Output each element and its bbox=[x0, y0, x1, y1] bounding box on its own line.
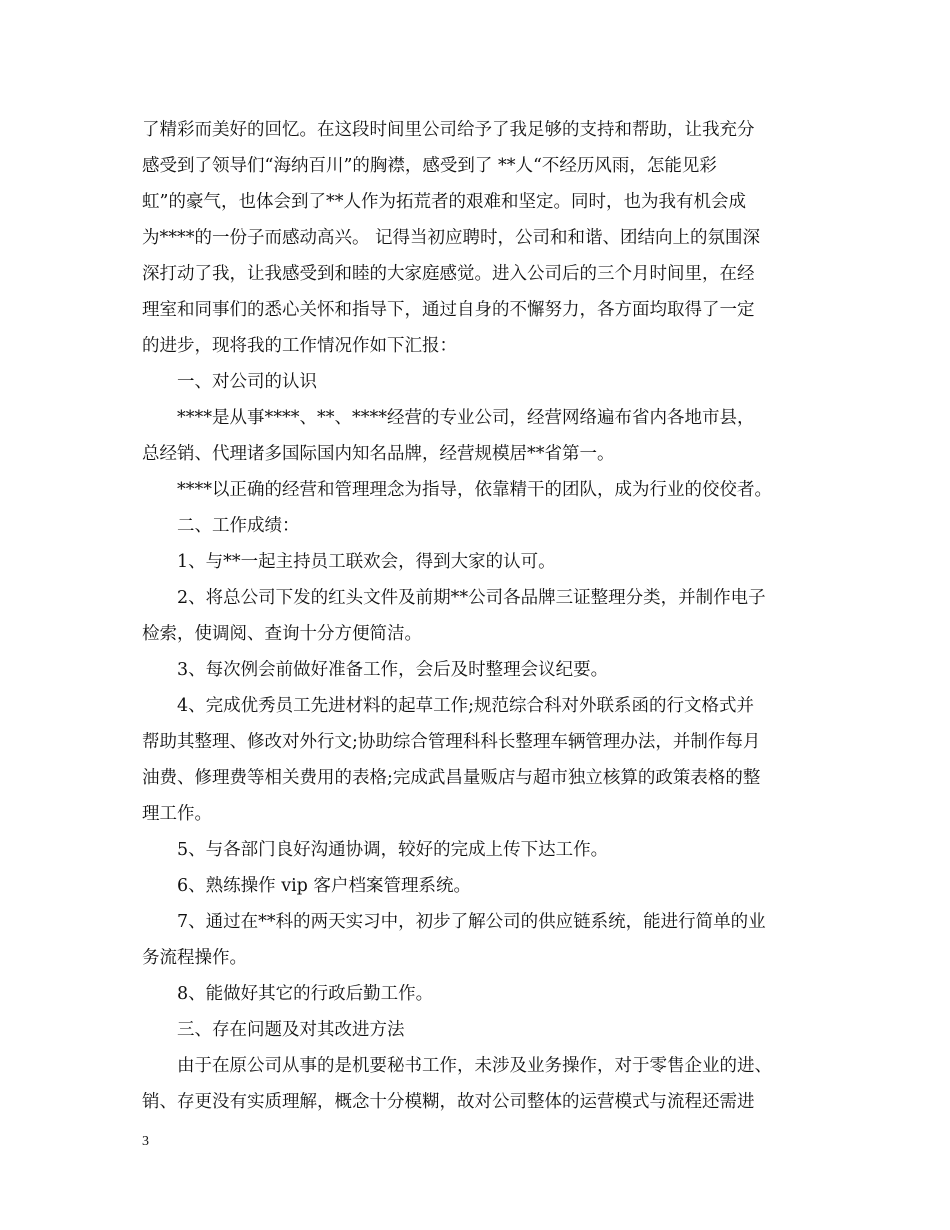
document-body bbox=[142, 112, 822, 1120]
text-line: 了精彩而美好的回忆。在这段时间里公司给予了我足够的支持和帮助，让我充分 bbox=[142, 120, 755, 140]
text-line: 深打动了我，让我感受到和睦的大家庭感觉。进入公司后的三个月时间里，在经 bbox=[142, 264, 755, 284]
page-number: 3 bbox=[142, 1134, 149, 1149]
text-line: 虹”的豪气，也体会到了**人作为拓荒者的艰难和坚定。同时，也为我有机会成 bbox=[142, 192, 746, 212]
text-line: 5、与各部门良好沟通协调，较好的完成上传下达工作。 bbox=[177, 840, 609, 860]
text-line: 理室和同事们的悉心关怀和指导下，通过自身的不懈努力，各方面均取得了一定 bbox=[142, 300, 755, 320]
text-line: ****以正确的经营和管理理念为指导，依靠精干的团队，成为行业的佼佼者。 bbox=[177, 480, 772, 500]
text-line: 4、完成优秀员工先进材料的起草工作;规范综合科对外联系函的行文格式并 bbox=[177, 696, 755, 716]
text-line: 帮助其整理、修改对外行文;协助综合管理科科长整理车辆管理办法，并制作每月 bbox=[142, 732, 761, 752]
text-line: 2、将总公司下发的红头文件及前期**公司各品牌三证整理分类，并制作电子 bbox=[177, 588, 766, 608]
text-line: 感受到了领导们“海纳百川”的胸襟，感受到了 **人“不经历风雨，怎能见彩 bbox=[142, 156, 717, 176]
text-line: 由于在原公司从事的是机要秘书工作，未涉及业务操作，对于零售企业的进、 bbox=[177, 1056, 772, 1076]
text-line: 油费、修理费等相关费用的表格;完成武昌量贩店与超市独立核算的政策表格的整 bbox=[142, 768, 761, 788]
text-line: 总经销、代理诸多国际国内知名品牌，经营规模居**省第一。 bbox=[142, 444, 615, 464]
text-line: 理工作。 bbox=[142, 804, 212, 824]
text-line: 一、对公司的认识 bbox=[177, 372, 317, 392]
text-line: 8、能做好其它的行政后勤工作。 bbox=[177, 984, 434, 1004]
text-line: 务流程操作。 bbox=[142, 948, 247, 968]
text-line: 检索，使调阅、查询十分方便简洁。 bbox=[142, 624, 422, 644]
text-line: 7、通过在**科的两天实习中，初步了解公司的供应链系统，能进行简单的业 bbox=[177, 912, 766, 932]
text-line: ****是从事****、**、****经营的专业公司，经营网络遍布省内各地市县， bbox=[177, 408, 755, 428]
text-line: 销、存更没有实质理解，概念十分模糊，故对公司整体的运营模式与流程还需进 bbox=[142, 1092, 755, 1112]
text-line: 为****的一份子而感动高兴。 记得当初应聘时，公司和和谐、团结向上的氛围深 bbox=[142, 228, 761, 248]
text-line: 1、与**一起主持员工联欢会，得到大家的认可。 bbox=[177, 552, 556, 572]
text-line: 3、每次例会前做好准备工作，会后及时整理会议纪要。 bbox=[177, 660, 609, 680]
text-line: 二、工作成绩： bbox=[177, 516, 300, 536]
text-line: 的进步，现将我的工作情况作如下汇报： bbox=[142, 336, 457, 356]
text-line: 6、熟练操作 vip 客户档案管理系统。 bbox=[177, 876, 471, 896]
text-line: 三、存在问题及对其改进方法 bbox=[177, 1020, 405, 1040]
